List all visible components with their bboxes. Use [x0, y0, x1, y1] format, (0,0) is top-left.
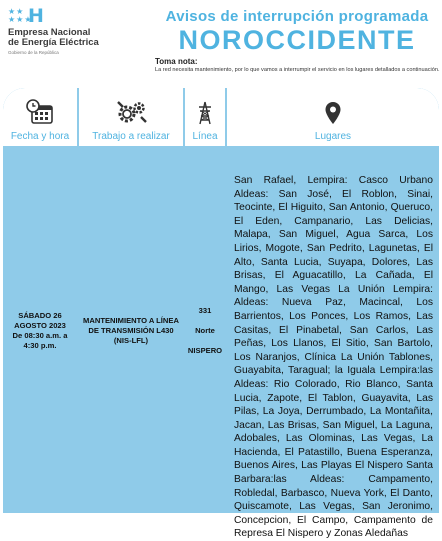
- header-label-lugares: Lugares: [314, 131, 352, 142]
- header-label-linea: Línea: [192, 131, 218, 142]
- note-block: [155, 57, 440, 74]
- header-linea: [185, 88, 225, 146]
- linea-zone: Norte: [195, 325, 215, 335]
- cell-lugares: [227, 148, 439, 540]
- notice-title: Avisos de interrupción programada: [165, 8, 429, 25]
- trabajo-text: MANTENIMIENTO A LÍNEA DE TRANSMISIÓN L430 (NIS-LFL): [83, 315, 179, 345]
- calendar-clock-icon: [25, 99, 55, 125]
- fecha-time-start: De 08:30 a.m. a: [12, 330, 68, 340]
- header-fecha: [3, 88, 77, 146]
- cell-fecha: [3, 148, 77, 513]
- header-lugares: [227, 88, 439, 146]
- gears-tools-icon: [115, 99, 147, 125]
- note-text: La red necesita mantenimiento, por lo que vamos a interrumpir el servicio en los lugares detallados a continuación.: [155, 67, 440, 73]
- enee-logo: [8, 6, 138, 55]
- stars-icon: ★★ ★★★: [8, 7, 33, 24]
- logo-h-icon: H: [28, 5, 44, 27]
- header-label-trabajo: Trabajo a realizar: [92, 131, 170, 142]
- linea-name: NISPERO: [187, 345, 223, 355]
- cell-trabajo: [79, 148, 183, 513]
- note-title: Toma nota:: [155, 57, 198, 66]
- fecha-day: SÁBADO 26: [18, 310, 62, 320]
- fecha-month: AGOSTO 2023: [14, 320, 66, 330]
- fecha-time-end: 4:30 p.m.: [23, 340, 57, 350]
- lugares-text: San Rafael, Lempira: Casco Urbano Aldeas: San José, El Roblon, Sinai, Teocinte, El Higuito, San Antonio, Queruco, El Eden, Campanario, Las Delicias, Malapa, San Miguel, Agua Sarca, Los Lirios, Mogote, San Pedrito, Lagunetas, El Alto, Santa Lucia, Suyapa, Dolores, Las Brisas, El Aguacatillo, La Cañada, El Mango, Las Vegas La Unión Lempira: Aldeas: Nueva Paz, Macincal, Los Barrientos, Los Ponces, Los Ramos, Las Casitas, El Pinabetal, San Carlos, Las Peñas, Los Llanos, El Sitio, San Bartolo, Los Naranjos, Clínica La Unión Tablones, Guayabita, Taragual; la Iguala Lempira:las Aldeas: Rio Colorado, Rio Blanco, Santa Lucia, Zapote, El Tablon, Guayavita, Las Pilas, La Joya, Derrumbado, La Montañita, Jacan, Las Brisas, San Miguel, La Laguna, Adobales, Las Olominas, Las Vegas, La Hacienda, El Patastillo, Buena Esperanza, Buenos Aires, Las Playas El Nispero Santa Barbara:las Aldeas: Campamento, Robledal, Barbasco, Nueva York, El Danto, Quiscamote, Las Vegas, San Jeronimo, Concepcion, El Campo, Campamento de Represa El Nispero y Zonas Aledañas: [234, 175, 433, 540]
- linea-number: 331: [198, 305, 212, 315]
- location-pin-icon: [324, 101, 342, 125]
- cell-linea: [185, 148, 225, 513]
- header-label-fecha: Fecha y hora: [10, 131, 70, 142]
- logo-mark: [8, 6, 138, 26]
- outage-table: [3, 88, 439, 540]
- header-trabajo: [79, 88, 183, 146]
- company-name: Empresa Nacional de Energía Eléctrica: [8, 27, 99, 48]
- power-tower-icon: [196, 101, 214, 125]
- company-subtitle: Gobierno de la República: [8, 50, 59, 55]
- region-title: NOROCCIDENTE: [178, 25, 416, 55]
